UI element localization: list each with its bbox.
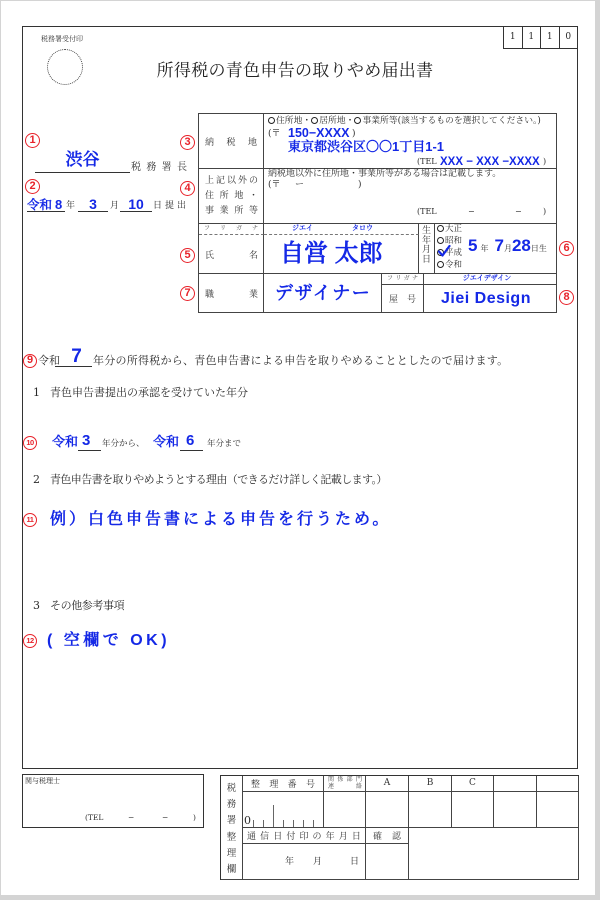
withdrawal-reason: 例）白色申告書による申告を行うため。 <box>50 511 392 528</box>
digit-tick <box>313 820 314 827</box>
birth-era-label: 平成 <box>445 248 463 258</box>
char: 年 <box>325 832 335 842</box>
char: 月 <box>421 245 431 255</box>
radio-circle-icon <box>311 117 318 124</box>
approval-to-era: 令和 <box>153 434 180 449</box>
birth-era-list <box>437 223 462 271</box>
annotation-marker: 5 <box>180 248 195 263</box>
char: 年 <box>421 235 431 246</box>
char: 職 <box>205 289 215 300</box>
office-use-side-label <box>221 776 243 880</box>
birth-month: 7 <box>494 236 504 255</box>
char: 整 <box>251 780 261 790</box>
other-address-label <box>199 169 264 224</box>
char: 確 <box>373 832 383 842</box>
approval-to-year-field <box>180 432 203 451</box>
tax-place-label <box>199 114 264 169</box>
digit-tick <box>253 820 254 827</box>
char: 認 <box>391 832 401 842</box>
char: 欄 <box>226 863 237 875</box>
char: 門 <box>355 776 362 783</box>
name-label <box>199 235 264 274</box>
char: 長 <box>176 162 187 173</box>
digit-tick <box>303 820 304 827</box>
name-furigana-given: タロウ <box>352 225 373 232</box>
annotation-marker: 8 <box>559 290 574 305</box>
tax-place-option-label: 住所地 <box>276 116 303 126</box>
column-blank-cell <box>537 792 579 828</box>
postal-dash: ー <box>295 180 305 190</box>
annotation-marker: 2 <box>25 179 40 194</box>
char: 提 <box>164 201 174 211</box>
postal-close: ) <box>352 129 356 139</box>
form-code-digit: 1 <box>504 27 523 48</box>
date-unit-year: 年 <box>285 857 295 867</box>
birth-date-value-cell <box>435 224 557 274</box>
birth-era-option <box>437 247 462 259</box>
tel-open: (TEL <box>85 813 104 822</box>
char: 付 <box>286 832 296 842</box>
char: 税 <box>131 162 141 173</box>
tel-open: (TEL <box>417 207 437 216</box>
char: の <box>312 832 322 842</box>
receipt-stamp-circle <box>47 49 83 85</box>
submission-day: 10 <box>128 196 144 212</box>
char: 絡 <box>355 782 362 790</box>
form-code-digit: 0 <box>565 32 572 42</box>
submission-year-unit: 年 <box>66 201 76 211</box>
name-value: 自営 太郎 <box>264 235 419 274</box>
char: ガ <box>403 275 410 282</box>
submission-year: 8 <box>55 197 63 212</box>
column-b-header: B <box>409 776 452 792</box>
annotation-marker: 9 <box>23 354 37 368</box>
confirmation-header <box>366 828 409 844</box>
tel-dash: − <box>468 207 475 216</box>
char: 理 <box>269 780 279 790</box>
postal-code: 150−XXXX <box>288 126 350 140</box>
char: 印 <box>299 832 309 842</box>
tax-place-value-cell <box>264 114 557 169</box>
char: の <box>248 176 258 186</box>
char: ・ <box>248 191 258 201</box>
annotation-marker: 10 <box>23 436 37 450</box>
char: 外 <box>237 176 247 186</box>
name-furigana-family: ジエイ <box>292 225 313 232</box>
char: 住 <box>205 191 215 201</box>
char: 出 <box>176 201 186 211</box>
char: 連 <box>328 782 335 790</box>
char: 号 <box>305 780 315 790</box>
postal-close: ) <box>358 180 362 190</box>
trade-name-furigana: ジエイデザイン <box>424 274 557 285</box>
receipt-stamp-label: 税務署受付印 <box>41 35 83 43</box>
confirmation-cell <box>366 844 409 880</box>
tax-accountant-label: 関与税理士 <box>25 777 60 785</box>
char: ナ <box>411 275 418 282</box>
form-code <box>503 26 578 49</box>
approval-from-year-field <box>78 432 101 451</box>
char: 名 <box>248 250 258 261</box>
char: 等 <box>248 206 258 216</box>
approval-to-suffix: 年分まで <box>207 439 242 449</box>
birth-era-label: 大正 <box>445 224 463 234</box>
office-use-blank-area <box>409 828 579 880</box>
column-c-cell <box>452 792 494 828</box>
char: 通 <box>247 832 257 842</box>
char: 日 <box>153 201 163 211</box>
name-furigana-label <box>199 224 264 235</box>
postmark-date-cell <box>243 844 366 880</box>
section-title: 青色申告書を取りやめようとする理由（できるだけ詳しく記載します。） <box>50 473 387 486</box>
char: 号 <box>406 295 416 305</box>
char: 番 <box>287 780 297 790</box>
char: 税 <box>226 137 236 148</box>
tel-dash: − <box>515 207 522 216</box>
birth-day: 28 <box>511 236 531 255</box>
char: 日 <box>351 832 361 842</box>
char: 生 <box>421 226 431 236</box>
other-address-note: 納税地以外に住所地・事業所等がある場合は記載します。 <box>268 169 502 179</box>
char: フ <box>387 275 394 282</box>
name-furigana-value-cell <box>264 224 419 235</box>
page-title: 所得税の青色申告の取りやめ届出書 <box>156 61 434 81</box>
char: リ <box>395 275 402 282</box>
char: 所 <box>219 191 229 201</box>
char: 署 <box>226 815 237 827</box>
char: ナ <box>251 225 258 232</box>
tax-office-field <box>35 150 130 173</box>
radio-circle-icon <box>354 117 361 124</box>
department-contact-cell <box>324 792 366 828</box>
separator: ・ <box>345 116 355 126</box>
char: 日 <box>273 832 283 842</box>
other-address-value-cell <box>264 169 557 224</box>
char: リ <box>219 225 226 232</box>
tax-office-name: 渋谷 <box>65 150 100 169</box>
char: 日 <box>421 254 431 265</box>
birth-era-label: 令和 <box>445 260 463 270</box>
separator: ・ <box>302 116 312 126</box>
birth-era-option <box>437 259 462 271</box>
char: 業 <box>219 206 229 216</box>
tel-dash: − <box>128 813 135 822</box>
digit-tick <box>283 820 284 827</box>
form-code-digit: 1 <box>523 27 542 48</box>
date-unit-month: 月 <box>313 857 323 867</box>
approval-from-year: 3 <box>82 432 91 449</box>
char: 上 <box>205 176 215 186</box>
char: 署 <box>161 162 172 173</box>
reference-prefix: 0 <box>244 814 251 827</box>
char: 事 <box>205 206 215 216</box>
char: フ <box>204 225 211 232</box>
section-title: 青色申告書提出の承認を受けていた年分 <box>50 386 248 399</box>
other-address-label-line <box>205 174 258 189</box>
radio-circle-icon <box>437 225 444 232</box>
char: 以 <box>226 176 236 186</box>
birth-day-suffix: 日生 <box>530 244 547 253</box>
approval-to-year: 6 <box>186 432 195 449</box>
check-icon <box>437 244 451 258</box>
department-contact-line <box>328 784 362 791</box>
reference-number-cell <box>243 792 324 828</box>
postmark-date-header <box>243 828 366 844</box>
annotation-marker: 6 <box>559 241 574 256</box>
department-contact-header <box>324 776 366 792</box>
tel-dash: − <box>162 813 169 822</box>
tax-accountant-box <box>22 774 204 828</box>
trade-name-value: Jiei Design <box>424 285 557 313</box>
column-a-cell <box>366 792 409 828</box>
annotation-marker: 11 <box>23 513 37 527</box>
char: 納 <box>205 137 215 148</box>
birth-year-unit: 年 <box>480 244 489 253</box>
annotation-marker: 3 <box>180 135 195 150</box>
submission-era-year-field <box>27 198 65 212</box>
radio-circle-icon <box>437 261 444 268</box>
column-b-cell <box>409 792 452 828</box>
tax-place-option-label: 居所地 <box>319 116 346 126</box>
other-address-label-line <box>205 189 258 204</box>
approval-from-suffix: 年分から、 <box>102 439 145 449</box>
other-notes: ( 空欄で OK) <box>47 632 171 649</box>
office-use-table <box>220 775 579 880</box>
declaration-year-field <box>55 347 92 367</box>
char: ガ <box>235 225 242 232</box>
postal-open: (〒 <box>268 129 281 139</box>
char: 信 <box>260 832 270 842</box>
char: 務 <box>146 162 157 173</box>
birth-date-label <box>419 224 435 274</box>
trade-name-label <box>382 285 424 313</box>
char: 地 <box>247 137 257 148</box>
birth-year: 5 <box>468 236 478 255</box>
tax-place-instruction: (該当するものを選択してください。) <box>397 116 541 126</box>
digit-tick <box>263 820 264 827</box>
submission-day-suffix <box>153 201 186 212</box>
char: 屋 <box>389 295 399 305</box>
column-blank-cell <box>494 792 537 828</box>
submission-month-unit: 月 <box>110 201 120 211</box>
radio-circle-icon <box>268 117 275 124</box>
char: 税 <box>226 783 237 795</box>
date-unit-day: 日 <box>350 857 360 867</box>
occupation-value: デザイナー <box>264 274 382 313</box>
taxpayer-info-table <box>198 113 557 313</box>
column-blank-header <box>537 776 579 792</box>
char: 関 <box>328 776 335 783</box>
reference-number-header <box>243 776 324 792</box>
tel-open: (TEL <box>417 157 437 166</box>
char: 部 <box>346 776 353 783</box>
section-number: 2 <box>33 473 40 486</box>
char: 氏 <box>205 250 215 261</box>
birth-era-option <box>437 223 462 235</box>
char: 係 <box>337 776 344 783</box>
submission-day-field <box>120 198 152 212</box>
annotation-marker: 1 <box>25 133 40 148</box>
char: 所 <box>234 206 244 216</box>
tel-close: ) <box>193 813 196 822</box>
submission-era: 令和 <box>27 198 53 212</box>
char: 月 <box>338 832 348 842</box>
section-number: 3 <box>33 599 40 612</box>
approval-from-era: 令和 <box>52 434 79 449</box>
column-c-header: C <box>452 776 494 792</box>
postal-open: (〒 <box>268 180 281 190</box>
char: 業 <box>248 289 258 300</box>
submission-month: 3 <box>89 196 97 212</box>
declaration-text: 年分の所得税から、青色申告書による申告を取りやめることとしたので届けます。 <box>93 354 509 367</box>
section-title: その他参考事項 <box>50 599 125 612</box>
tel-close: ) <box>543 207 547 216</box>
char: 記 <box>215 176 225 186</box>
declaration-era: 令和 <box>38 354 60 367</box>
birth-era-label: 昭和 <box>445 236 463 246</box>
declaration-year: 7 <box>71 346 82 367</box>
char: 理 <box>226 847 237 859</box>
annotation-marker: 7 <box>180 286 195 301</box>
column-a-header: A <box>366 776 409 792</box>
tax-office-suffix <box>131 162 187 174</box>
trade-name-furigana-label <box>382 274 424 285</box>
birth-date-value <box>468 236 547 259</box>
submission-month-field <box>78 198 108 212</box>
occupation-label <box>199 274 264 313</box>
digit-tick <box>273 805 274 827</box>
digit-tick <box>293 820 294 827</box>
section-number: 1 <box>33 386 40 399</box>
form-code-digit: 1 <box>541 27 560 48</box>
annotation-marker: 4 <box>180 181 195 196</box>
other-address-label-line <box>205 204 258 219</box>
column-blank-header <box>494 776 537 792</box>
char: 務 <box>226 799 237 811</box>
tel-number: XXX − XXX −XXXX <box>440 156 540 168</box>
char: 整 <box>226 831 237 843</box>
tel-close: ) <box>543 157 547 166</box>
annotation-marker: 12 <box>23 634 37 648</box>
tax-place-option-label: 事業所等 <box>362 116 398 126</box>
char: 地 <box>234 191 244 201</box>
tax-place-address: 東京都渋谷区〇〇1丁目1-1 <box>288 139 445 154</box>
birth-month-unit: 月 <box>503 244 512 253</box>
radio-circle-icon <box>437 237 444 244</box>
